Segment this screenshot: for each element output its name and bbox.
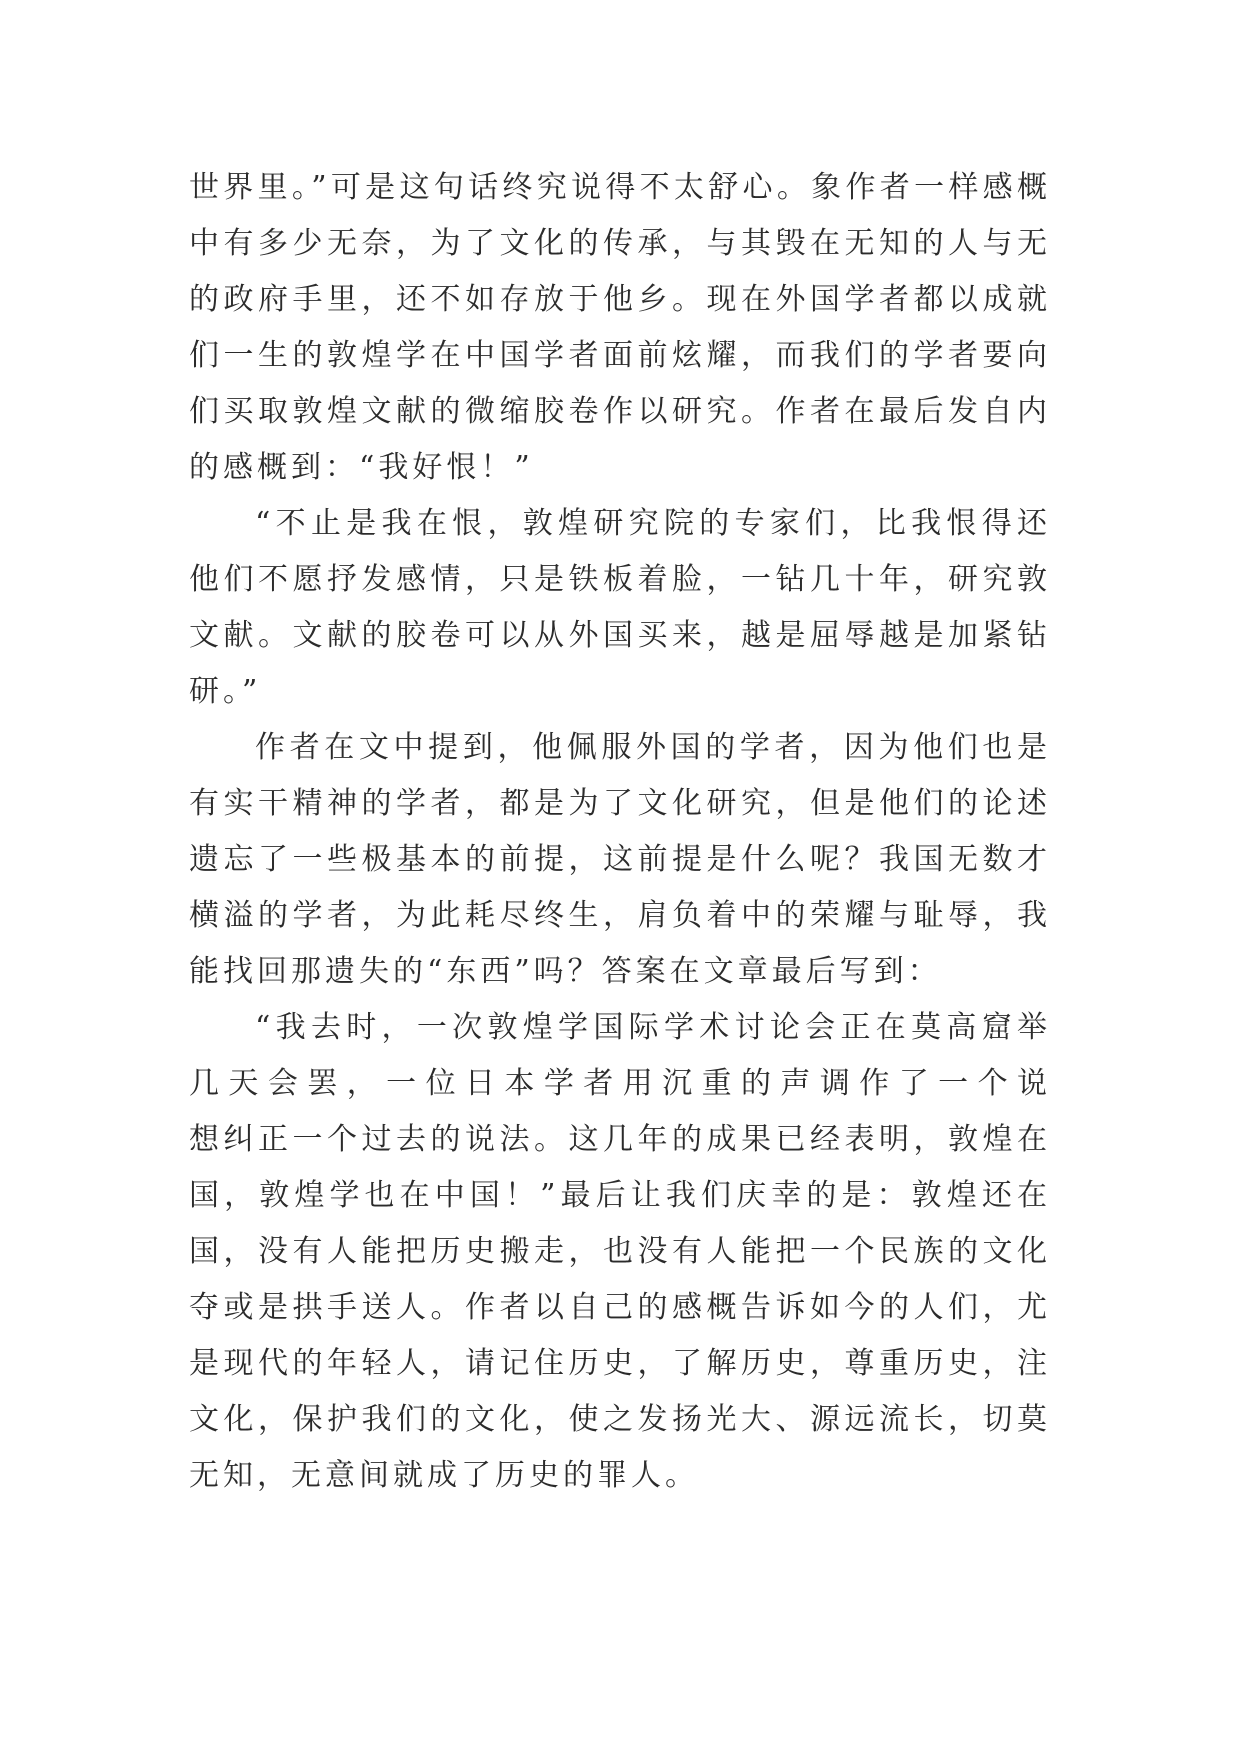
paragraph-2	[189, 496, 1051, 720]
document-body	[189, 160, 1051, 1504]
text-line: 他们不愿抒发感情，只是铁板着脸，一钻几十年，研究敦	[189, 562, 1051, 597]
text-line: 是现代的年轻人，请记住历史，了解历史，尊重历史，注	[189, 1346, 1051, 1381]
text-line: 想纠正一个过去的说法。这几年的成果已经表明，敦煌在	[189, 1122, 1051, 1157]
text-line: 们一生的敦煌学在中国学者面前炫耀，而我们的学者要向	[189, 338, 1051, 373]
text-line: 中有多少无奈，为了文化的传承，与其毁在无知的人与无	[189, 226, 1051, 261]
text-line: 国，没有人能把历史搬走，也没有人能把一个民族的文化	[189, 1234, 1051, 1269]
text-line: “我去时，一次敦煌学国际学术讨论会正在莫高窟举	[255, 1010, 1051, 1045]
text-line: 的感概到：“我好恨！”	[189, 450, 534, 485]
text-line: “不止是我在恨，敦煌研究院的专家们，比我恨得还	[255, 506, 1051, 541]
text-line: 有实干精神的学者，都是为了文化研究，但是他们的论述	[189, 786, 1051, 821]
text-line: 们买取敦煌文献的微缩胶卷作以研究。作者在最后发自内	[189, 394, 1051, 429]
text-line: 国，敦煌学也在中国！”最后让我们庆幸的是：敦煌还在	[189, 1178, 1051, 1213]
text-line: 的政府手里，还不如存放于他乡。现在外国学者都以成就	[189, 282, 1051, 317]
text-line: 能找回那遗失的“东西”吗？答案在文章最后写到：	[189, 954, 942, 989]
text-line: 夺或是拱手送人。作者以自己的感概告诉如今的人们，尤	[189, 1290, 1051, 1325]
text-line: 文化，保护我们的文化，使之发扬光大、源远流长，切莫	[189, 1402, 1051, 1437]
paragraph-4	[189, 1000, 1051, 1504]
text-line: 文献。文献的胶卷可以从外国买来，越是屈辱越是加紧钻	[189, 618, 1051, 653]
paragraph-1	[189, 160, 1051, 496]
text-line: 作者在文中提到，他佩服外国的学者，因为他们也是	[255, 730, 1051, 765]
text-line: 无知，无意间就成了历史的罪人。	[189, 1458, 699, 1493]
text-line: 世界里。”可是这句话终究说得不太舒心。象作者一样感概	[189, 170, 1051, 205]
text-line: 横溢的学者，为此耗尽终生，肩负着中的荣耀与耻辱，我	[189, 898, 1051, 933]
text-line: 研。”	[189, 674, 262, 709]
text-line: 几天会罢，一位日本学者用沉重的声调作了一个说	[189, 1066, 1051, 1101]
text-line: 遗忘了一些极基本的前提，这前提是什么呢？我国无数才	[189, 842, 1051, 877]
paragraph-3	[189, 720, 1051, 1000]
